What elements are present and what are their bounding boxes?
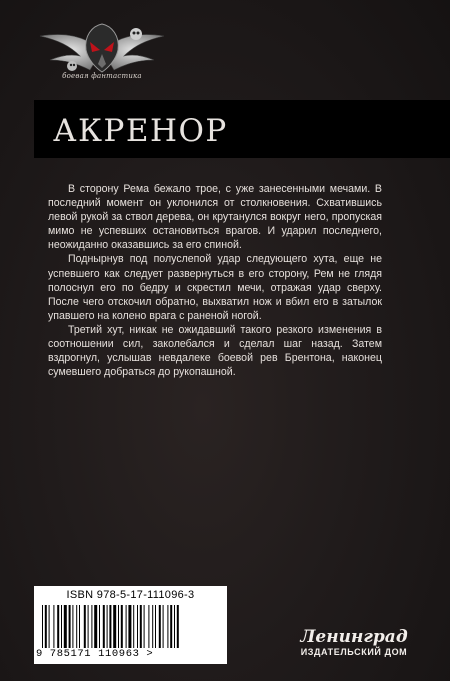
book-title: АКРЕНОР (53, 113, 228, 149)
series-logo (32, 10, 172, 88)
series-label: боевая фантастика (62, 72, 142, 80)
blurb-paragraph: В сторону Рема бежало трое, с уже занесенными мечами. В последний момент он уклонился от столкновения. Схватившись левой рукой за ствол дерева, он крутанулся вокруг него, пропуская мимо не успевших остановиться врагов. И ударил последнего, неожиданно оказавшись за его спиной. (48, 183, 382, 252)
publisher-logo (284, 628, 424, 657)
barcode-icon (42, 605, 219, 648)
publisher-subtitle: ИЗДАТЕЛЬСКИЙ ДОМ (300, 647, 408, 657)
publisher-name: Ленинград (300, 627, 408, 647)
blurb-text (48, 182, 382, 379)
isbn-label: ISBN 978-5-17-111096-3 (66, 589, 195, 601)
blurb-paragraph: Поднырнув под полуслепой удар следующего хута, еще не успевшего как следует развернуться в его сторону, Рем не глядя полоснул его по бедру и скрестил мечи, отражая удар сверху. После чего отскочил обратно, выхватил нож и вбил его в затылок упавшего на колено врага с раненой ногой. (48, 253, 382, 322)
barcode-digits: 9 785171 110963 > (36, 648, 154, 660)
isbn-barcode-block (34, 586, 227, 664)
blurb-paragraph: Третий хут, никак не ожидавший такого резкого изменения в соотношении сил, заколебался и сделал шаг назад. Затем вздрогнул, услышав невдалеке боевой рев Брентона, наконец сумевшего добраться до рукопашной. (48, 323, 382, 379)
